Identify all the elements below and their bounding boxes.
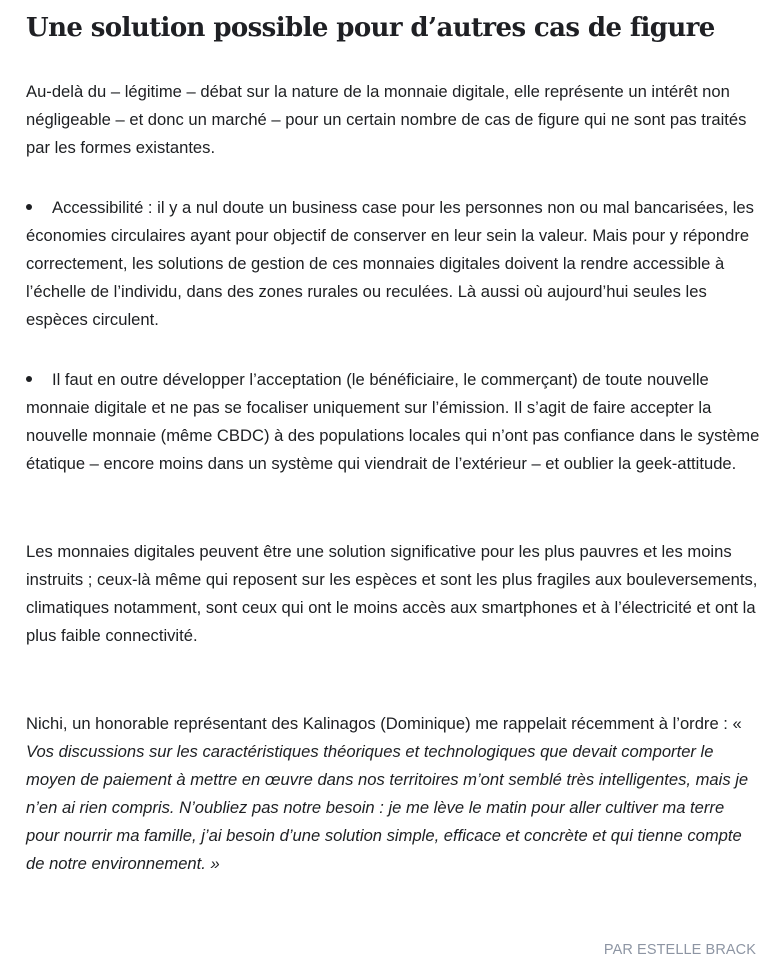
bullet-item-accessibility [26,194,760,334]
quote-intro: Nichi, un honorable représentant des Kalinagos (Dominique) me rappelait récemment à l’ordre : « [26,714,742,733]
digital-currencies-paragraph: Les monnaies digitales peuvent être une solution significative pour les plus pauvres et les moins instruits ; ceux-là même qui reposent sur les espèces et sont les plus fragiles aux bouleversements, climatiques notamment, sont ceux qui ont le moins accès aux smartphones et à l’électricité et ont la plus faible connectivité. [26,542,758,645]
intro-paragraph: Au-delà du – légitime – débat sur la nature de la monnaie digitale, elle représente un intérêt non négligeable – et donc un marché – pour un certain nombre de cas de figure qui ne sont pas traités par les formes existantes. [26,82,747,157]
quote-paragraph [26,710,760,878]
author-byline: PAR ESTELLE BRACK [603,942,756,958]
bullet-text: Il faut en outre développer l’acceptation (le bénéficiaire, le commerçant) de toute nouvelle monnaie digitale et ne pas se focaliser uniquement sur l’émission. Il s’agit de faire accepter la nouvelle monnaie (même CBDC) à des populations locales qui n’ont pas confiance dans le système étatique – encore moins dans un système qui viendrait de l’extérieur – et oublier la geek-attitude. [26,370,760,473]
bullet-item-acceptance [26,366,760,478]
bullet-text: Accessibilité : il y a nul doute un business case pour les personnes non ou mal bancarisées, les économies circulaires ayant pour objectif de conserver en leur sein la valeur. Mais pour y répondre correctement, les solutions de gestion de ces monnaies digitales doivent la rendre accessible à l’échelle de l’individu, dans des zones rurales ou reculées. Là aussi où aujourd’hui seules les espèces circulent. [26,198,754,329]
bullet-icon [26,366,52,394]
section-title: Une solution possible pour d’autres cas de figure [26,13,715,43]
quote-text: Vos discussions sur les caractéristiques théoriques et technologiques que devait comporter le moyen de paiement à mettre en œuvre dans nos territoires m’ont semblé très intelligentes, mais je n’en ai rien compris. N’oubliez pas notre besoin : je me lève le matin pour aller cultiver ma terre pour nourrir ma famille, j’ai besoin d’une solution simple, efficace et concrète et qui tienne compte de notre environnement. » [26,742,749,873]
bullet-icon [26,194,52,222]
